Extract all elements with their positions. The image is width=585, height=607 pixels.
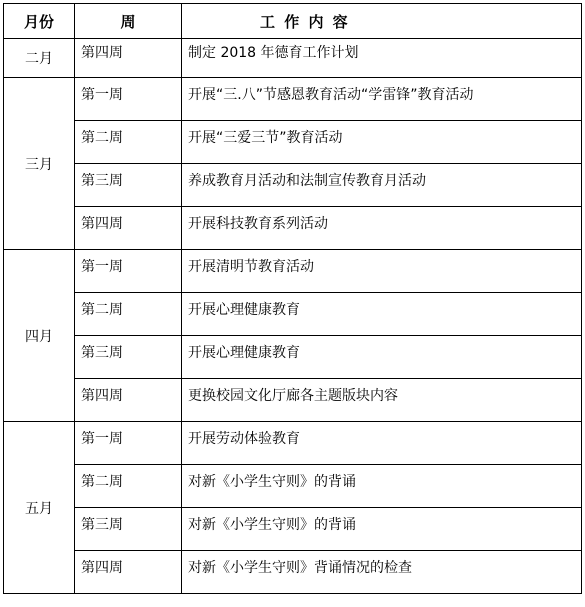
content-cell: 开展“三爱三节”教育活动 (182, 121, 582, 164)
month-cell: 二月 (4, 39, 75, 78)
month-cell: 四月 (4, 250, 75, 422)
week-cell: 第二周 (75, 293, 182, 336)
content-cell: 对新《小学生守则》的背诵 (182, 465, 582, 508)
content-cell: 更换校园文化厅廊各主题版块内容 (182, 379, 582, 422)
table-row (4, 508, 582, 551)
header-content: 工 作 内 容 (182, 4, 582, 39)
content-cell: 对新《小学生守则》背诵情况的检查 (182, 551, 582, 594)
table-row (4, 250, 582, 293)
week-cell: 第四周 (75, 39, 182, 78)
content-cell: 开展科技教育系列活动 (182, 207, 582, 250)
table-row (4, 164, 582, 207)
schedule-table (3, 3, 582, 594)
schedule-body (4, 39, 582, 594)
week-cell: 第一周 (75, 78, 182, 121)
table-row (4, 422, 582, 465)
content-cell: 开展心理健康教育 (182, 336, 582, 379)
table-row (4, 551, 582, 594)
content-cell: 养成教育月活动和法制宣传教育月活动 (182, 164, 582, 207)
header-week: 周 (75, 4, 182, 39)
week-cell: 第三周 (75, 508, 182, 551)
week-cell: 第四周 (75, 207, 182, 250)
week-cell: 第二周 (75, 465, 182, 508)
content-cell: 开展清明节教育活动 (182, 250, 582, 293)
week-cell: 第四周 (75, 551, 182, 594)
table-row (4, 78, 582, 121)
week-cell: 第四周 (75, 379, 182, 422)
week-cell: 第二周 (75, 121, 182, 164)
content-cell: 对新《小学生守则》的背诵 (182, 508, 582, 551)
table-row (4, 207, 582, 250)
table-row (4, 39, 582, 78)
table-row (4, 379, 582, 422)
content-cell: 开展劳动体验教育 (182, 422, 582, 465)
week-cell: 第一周 (75, 422, 182, 465)
header-row (4, 4, 582, 39)
table-row (4, 465, 582, 508)
content-cell: 开展“三.八”节感恩教育活动“学雷锋”教育活动 (182, 78, 582, 121)
table-row (4, 336, 582, 379)
month-cell: 五月 (4, 422, 75, 594)
header-month: 月份 (4, 4, 75, 39)
week-cell: 第三周 (75, 336, 182, 379)
content-cell: 开展心理健康教育 (182, 293, 582, 336)
month-cell: 三月 (4, 78, 75, 250)
table-row (4, 293, 582, 336)
week-cell: 第一周 (75, 250, 182, 293)
content-cell: 制定 2018 年德育工作计划 (182, 39, 582, 78)
week-cell: 第三周 (75, 164, 182, 207)
table-row (4, 121, 582, 164)
